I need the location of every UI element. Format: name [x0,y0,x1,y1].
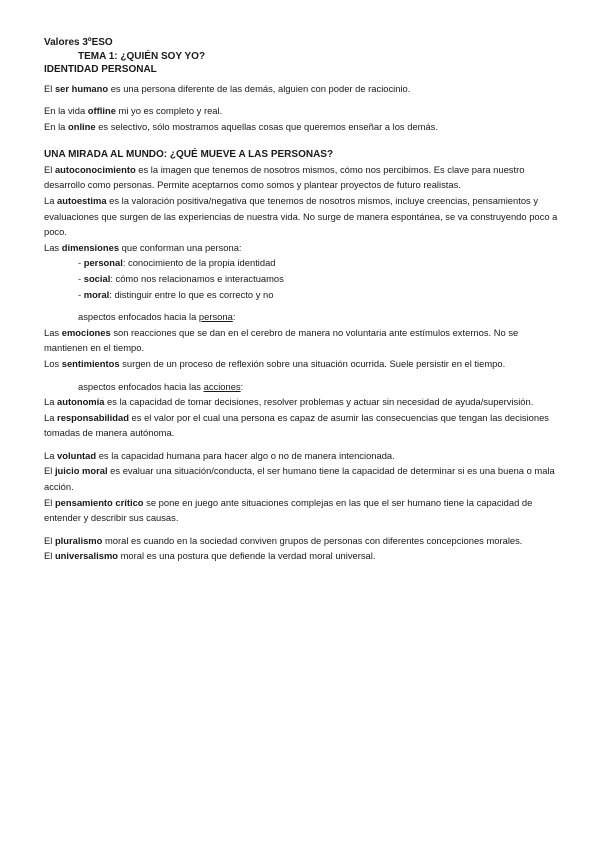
paragraph-responsabilidad: La responsabilidad es el valor por el cual una persona es capaz de asumir las consecuencias que tengan las decisiones tomadas de manera autónoma. [44,411,549,439]
aspect-acciones: aspectos enfocados hacia las acciones: [78,380,244,392]
paragraph-autonomia: La autonomía es la capacidad de tomar decisiones, resolver problemas y actuar sin necesidad de ayuda/supervisión. [44,396,534,408]
paragraph-ser-humano: El ser humano es una persona diferente de las demás, alguien con poder de raciocinio. [44,82,411,94]
aspect-persona: aspectos enfocados hacia la persona: [78,311,236,323]
topic-heading: TEMA 1: ¿QUIÉN SOY YO? [78,50,206,62]
paragraph-universalismo: El universalismo moral es una postura que defiende la verdad moral universal. [44,550,376,562]
dimensions-list [44,255,564,302]
paragraph-dimensiones: Las dimensiones que conforman una persona: [44,241,242,253]
paragraph-pluralismo: El pluralismo moral es cuando en la sociedad conviven grupos de personas con diferentes concepciones morales. [44,534,523,546]
paragraph-offline: En la vida offline mi yo es completo y real. [44,105,223,117]
list-item: - social: cómo nos relacionamos e interactuamos [78,272,284,284]
section-heading-mirada: UNA MIRADA AL MUNDO: ¿QUÉ MUEVE A LAS PERSONAS? [44,149,334,161]
paragraph-pensamiento-critico: El pensamiento crítico se pone en juego ante situaciones complejas en las que el ser humano tiene la capacidad de entender y describir sus causas. [44,496,533,524]
list-item: - moral: distinguir entre lo que es correcto y no [78,288,274,300]
paragraph-emociones: Las emociones son reacciones que se dan en el cerebro de manera no voluntaria ante estímulos externos. No se mantienen en el tiempo. [44,326,519,354]
paragraph-autoconocimiento: El autoconocimiento es la imagen que tenemos de nosotros mismos, cómo nos percibimos. Es clave para nuestro desarrollo como personas. Permite aceptarnos como somos y plantear proyectos de futuro realistas. [44,163,525,191]
paragraph-juicio-moral: El juicio moral es evaluar una situación/conducta, el ser humano tiene la capacidad de determinar si es una buena o mala acción. [44,465,555,493]
list-item: - personal: conocimiento de la propia identidad [78,257,276,269]
document-page [44,36,564,564]
paragraph-sentimientos: Los sentimientos surgen de un proceso de reflexión sobre una situación ocurrida. Suele persistir en el tiempo. [44,357,506,369]
section-heading-identidad: IDENTIDAD PERSONAL [44,64,157,75]
paragraph-online: En la online es selectivo, sólo mostramos aquellas cosas que queremos enseñar a los demás. [44,120,438,132]
paragraph-autoestima: La autoestima es la valoración positiva/negativa que tenemos de nosotros mismos, incluye creencias, pensamientos y evaluaciones que surgen de las experiencias de nuestra vida. No surge de manera espontánea, se va construyendo poco a poco. [44,194,558,238]
subject-heading: Valores 3ºESO [44,37,113,48]
paragraph-voluntad: La voluntad es la capacidad humana para hacer algo o no de manera intencionada. [44,449,395,461]
